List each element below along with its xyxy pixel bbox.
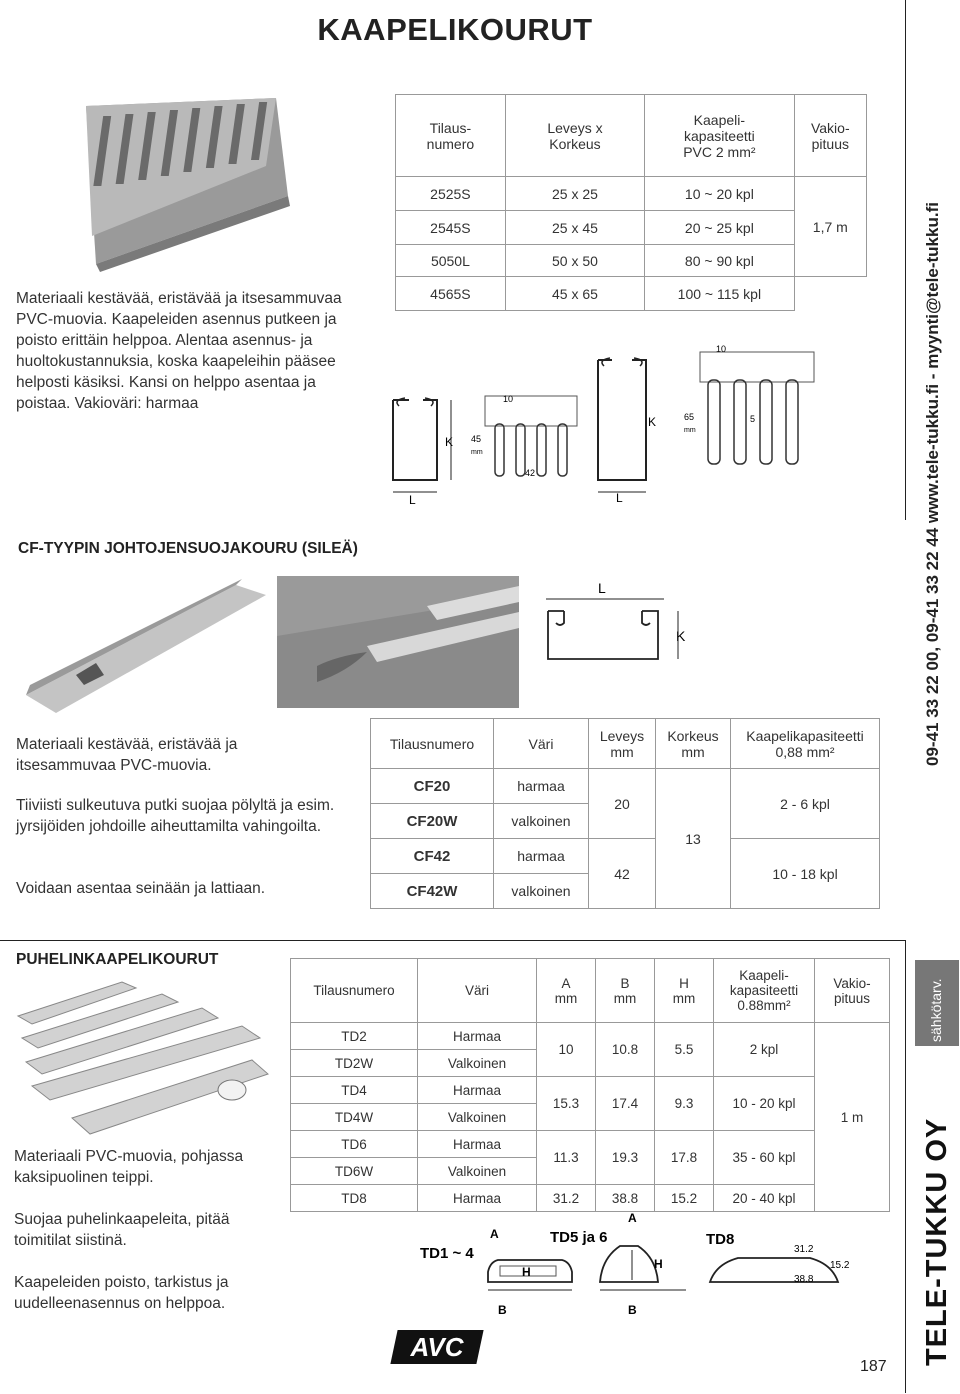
table-cell: Harmaa xyxy=(418,1023,537,1050)
cf-spec-table xyxy=(370,718,880,909)
td8-label: TD8 xyxy=(706,1231,735,1248)
th-order-number: Tilaus- numero xyxy=(396,95,506,177)
table-cell: Valkoinen xyxy=(418,1158,537,1185)
cf-duct-diagram xyxy=(538,575,698,665)
table-cell: 9.3 xyxy=(655,1077,714,1131)
duct-spec-table xyxy=(395,94,867,311)
duct-diagram-small xyxy=(385,392,585,507)
dim-42-label: 42 xyxy=(525,468,536,478)
table-cell: 15.2 xyxy=(655,1185,714,1212)
table-cell: 45 x 65 xyxy=(505,277,644,311)
table-cell: 2 - 6 kpl xyxy=(731,769,880,839)
th-color: Väri xyxy=(418,959,537,1023)
dim-k-label: K xyxy=(676,628,686,644)
th-capacity: Kaapeli- kapasiteetti PVC 2 mm² xyxy=(645,95,794,177)
table-cell: Harmaa xyxy=(418,1131,537,1158)
dim-10-label: 10 xyxy=(716,344,727,354)
table-cell: TD6W xyxy=(291,1158,418,1185)
td56-label: TD5 ja 6 xyxy=(550,1229,608,1246)
phone-duct-photo xyxy=(12,978,278,1138)
table-cell: valkoinen xyxy=(494,874,589,909)
cf-duct-photo-1 xyxy=(16,575,274,713)
table-cell: 15.3 xyxy=(537,1077,596,1131)
table-cell: 10 xyxy=(537,1023,596,1077)
dim-k-label: K xyxy=(445,435,454,449)
table-cell: TD8 xyxy=(291,1185,418,1212)
table-cell: 11.3 xyxy=(537,1131,596,1185)
table-cell: 4565S xyxy=(396,277,506,311)
table-cell: Valkoinen xyxy=(418,1050,537,1077)
dim-65-label: 65 xyxy=(684,412,695,422)
table-cell: harmaa xyxy=(494,769,589,804)
dim-l-label: L xyxy=(616,491,623,505)
table-cell: 5.5 xyxy=(655,1023,714,1077)
table-cell: 1,7 m xyxy=(794,177,866,277)
table-cell: 2545S xyxy=(396,211,506,245)
table-cell: 10.8 xyxy=(596,1023,655,1077)
table-cell: Harmaa xyxy=(418,1185,537,1212)
dim-mm-label: mm xyxy=(684,427,696,434)
th-capacity: Kaapelikapasiteetti 0,88 mm² xyxy=(731,719,880,769)
table-cell xyxy=(794,277,866,311)
table-cell: harmaa xyxy=(494,839,589,874)
table-cell: CF42W xyxy=(371,874,494,909)
td8-b-label: 38.8 xyxy=(794,1274,814,1285)
th-color: Väri xyxy=(494,719,589,769)
brand-text: TELE-TUKKU OY xyxy=(921,1117,953,1366)
th-width: Leveys mm xyxy=(589,719,656,769)
dim-45-label: 45 xyxy=(471,434,482,444)
table-cell: 19.3 xyxy=(596,1131,655,1185)
td-diagrams xyxy=(410,1210,880,1320)
cf-duct-photo-2 xyxy=(277,576,519,708)
th-width-height: Leveys x Korkeus xyxy=(505,95,644,177)
sidebar-contact xyxy=(910,14,950,774)
table-cell: 100 ~ 115 kpl xyxy=(645,277,794,311)
th-b: B mm xyxy=(596,959,655,1023)
table-cell: TD6 xyxy=(291,1131,418,1158)
brand-logo xyxy=(912,1090,956,1370)
phone-duct-heading: PUHELINKAAPELIKOURUT xyxy=(16,951,219,968)
table-cell: 1 m xyxy=(815,1023,890,1212)
phone-description-2: Suojaa puhelinkaapeleita, pitää toimitilat siistinä. xyxy=(14,1211,230,1249)
table-cell: 5050L xyxy=(396,245,506,277)
table-cell: 50 x 50 xyxy=(505,245,644,277)
dim-k-label: K xyxy=(648,415,657,429)
td14-label: TD1 ~ 4 xyxy=(420,1245,474,1262)
th-a: A mm xyxy=(537,959,596,1023)
table-cell: 2 kpl xyxy=(714,1023,815,1077)
phone-description-1: Materiaali PVC-muovia, pohjassa kaksipuolinen teippi. xyxy=(14,1148,244,1186)
table-cell: TD4W xyxy=(291,1104,418,1131)
dim-a-label: A xyxy=(490,1227,499,1241)
category-tag-label: sähkötarv. xyxy=(928,978,944,1042)
table-cell: 20 ~ 25 kpl xyxy=(645,211,794,245)
table-cell: 38.8 xyxy=(596,1185,655,1212)
phone-spec-table xyxy=(290,958,890,1212)
duct-diagram-large xyxy=(590,340,820,505)
th-h: H mm xyxy=(655,959,714,1023)
th-height: Korkeus mm xyxy=(656,719,731,769)
th-order-number: Tilausnumero xyxy=(291,959,418,1023)
dim-h-label: H xyxy=(654,1257,663,1271)
cf-section-heading: CF-TYYPIN JOHTOJENSUOJAKOURU (SILEÄ) xyxy=(18,540,358,557)
cf-description-1: Materiaali kestävää, eristävää ja itsesammuvaa PVC-muovia. xyxy=(16,736,238,774)
th-capacity: Kaapeli- kapasiteetti 0.88mm² xyxy=(714,959,815,1023)
table-cell: 20 - 40 kpl xyxy=(714,1185,815,1212)
dim-a-label: A xyxy=(628,1211,637,1225)
page-title: KAAPELIKOURUT xyxy=(317,12,593,47)
th-length: Vakio- pituus xyxy=(794,95,866,177)
cf-description-2: Tiiviisti sulkeutuva putki suojaa pölyltä ja esim. jyrsijöiden johdoille aiheuttamilta vahingoilta. xyxy=(16,797,335,835)
dim-5-label: 5 xyxy=(750,414,756,424)
table-cell: 42 xyxy=(589,839,656,909)
table-cell: 31.2 xyxy=(537,1185,596,1212)
page-number: 187 xyxy=(860,1358,887,1375)
table-cell: 10 - 18 kpl xyxy=(731,839,880,909)
table-cell: TD2 xyxy=(291,1023,418,1050)
cf-description-3: Voidaan asentaa seinään ja lattiaan. xyxy=(16,880,266,897)
dim-10-label: 10 xyxy=(503,394,514,404)
table-cell: CF20 xyxy=(371,769,494,804)
table-cell: 25 x 45 xyxy=(505,211,644,245)
table-cell: Harmaa xyxy=(418,1077,537,1104)
phone-description-3: Kaapeleiden poisto, tarkistus ja uudelleenasennus on helppoa. xyxy=(14,1274,229,1312)
table-cell: CF42 xyxy=(371,839,494,874)
dim-b-label: B xyxy=(628,1303,637,1317)
td8-h-label: 15.2 xyxy=(830,1260,850,1271)
table-cell: 2525S xyxy=(396,177,506,211)
section1-description: Materiaali kestävää, eristävää ja itsesammuvaa PVC-muovia. Kaapeleiden asennus putkeen ja poisto erittäin helppoa. Alentaa asennus- ja huoltokustannuksia, koska kaapeleihin pääsee helposti käsiksi. Kansi on helppo asentaa ja poistaa. Vakioväri: harmaa xyxy=(16,290,342,412)
table-cell: valkoinen xyxy=(494,804,589,839)
contact-text: 09-41 33 22 00, 09-41 33 22 44 www.tele-tukku.fi - myynti@tele-tukku.fi xyxy=(923,202,942,766)
table-cell: 25 x 25 xyxy=(505,177,644,211)
td8-a-label: 31.2 xyxy=(794,1244,814,1255)
table-cell: TD2W xyxy=(291,1050,418,1077)
table-cell: TD4 xyxy=(291,1077,418,1104)
table-cell: 20 xyxy=(589,769,656,839)
table-cell: 17.8 xyxy=(655,1131,714,1185)
category-tag-text xyxy=(915,960,959,1046)
dim-l-label: L xyxy=(598,580,606,596)
cable-duct-photo xyxy=(66,96,294,272)
dim-mm-label: mm xyxy=(471,449,483,456)
table-cell: 10 - 20 kpl xyxy=(714,1077,815,1131)
table-cell: 10 ~ 20 kpl xyxy=(645,177,794,211)
table-cell: Valkoinen xyxy=(418,1104,537,1131)
dim-l-label: L xyxy=(409,493,416,507)
table-cell: 13 xyxy=(656,769,731,909)
avc-logo-text: AVC xyxy=(410,1332,464,1362)
table-cell: 35 - 60 kpl xyxy=(714,1131,815,1185)
dim-b-label: B xyxy=(498,1303,507,1317)
table-cell: 17.4 xyxy=(596,1077,655,1131)
table-cell: CF20W xyxy=(371,804,494,839)
th-length: Vakio- pituus xyxy=(815,959,890,1023)
th-order-number: Tilausnumero xyxy=(371,719,494,769)
dim-h-label: H xyxy=(522,1265,531,1279)
table-cell: 80 ~ 90 kpl xyxy=(645,245,794,277)
